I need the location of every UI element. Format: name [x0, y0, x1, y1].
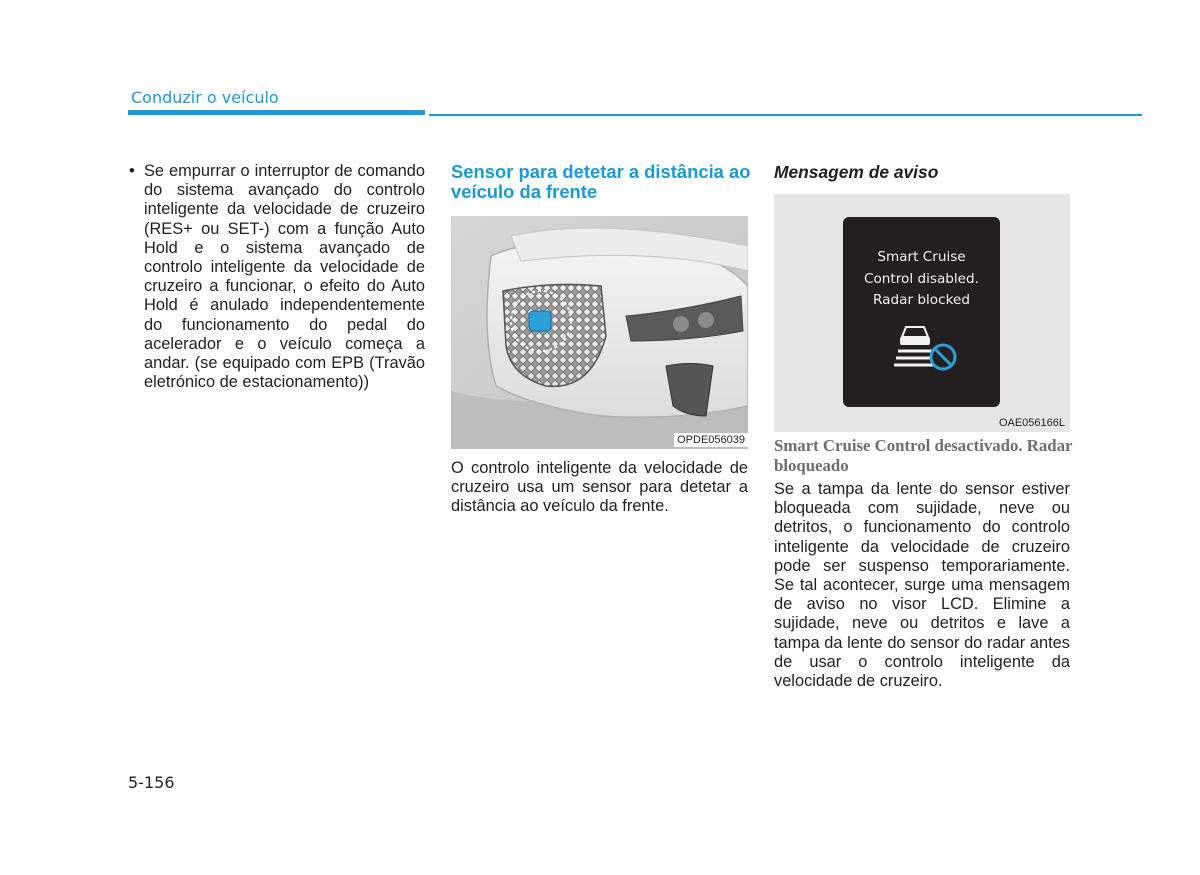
bullet-text: Se empurrar o interruptor de comando do sistema avançado do controlo inteligente da velocidade de cruzeiro (RES+ ou SET-) com a função Auto Hold e o sistema avançado de controlo inteligente da velocidade de cruzeiro a funcionar, o efeito do Auto Hold é anulado independentemente do funcionamento do pedal do acelerador e o veículo começa a andar. (se equipado com EPB (Travão eletrónico de estacionamento))	[144, 162, 425, 392]
lcd-line-1: Smart Cruise	[877, 249, 966, 265]
sensor-description: O controlo inteligente da velocidade de cruzeiro usa um sensor para detetar a distância ao veículo da frente.	[451, 459, 748, 516]
header-rule-thin	[429, 114, 1142, 116]
lcd-line-2: Control disabled.	[864, 270, 979, 287]
bullet-paragraph	[128, 162, 425, 392]
figure-code-opde056039: OPDE056039	[674, 433, 748, 447]
radar-blocked-icon	[894, 323, 964, 373]
lcd-warning-figure	[774, 194, 1070, 432]
car-front-illustration	[451, 216, 748, 449]
column-1	[128, 162, 425, 392]
header-rule-thick	[128, 110, 425, 115]
lcd-message	[843, 217, 1000, 312]
section-header-title: Conduzir o veículo	[131, 88, 279, 107]
lcd-display	[843, 217, 1000, 407]
warning-description: Se a tampa da lente do sensor estiver bloqueada com sujidade, neve ou detritos, o funcionamento do controlo inteligente da velocidade de cruzeiro pode ser suspenso temporariamente. Se tal acontecer, surge uma mensagem de aviso no visor LCD. Elimine a sujidade, neve ou detritos e lave a tampa da lente do sensor do radar antes de usar o controlo inteligente da velocidade de cruzeiro.	[774, 480, 1070, 691]
car-front-sensor-figure	[451, 216, 748, 449]
lcd-line-3: Radar blocked	[873, 292, 970, 308]
warning-message-heading: Mensagem de aviso	[774, 162, 939, 182]
bullet-dot: •	[129, 162, 135, 180]
figure-code-oae056166l: OAE056166L	[998, 417, 1065, 429]
page-number: 5-156	[128, 773, 175, 792]
sensor-section-heading: Sensor para detetar a distância ao veículo da frente	[451, 161, 751, 202]
message-title: Smart Cruise Control desactivado. Radar bloqueado	[774, 436, 1073, 475]
